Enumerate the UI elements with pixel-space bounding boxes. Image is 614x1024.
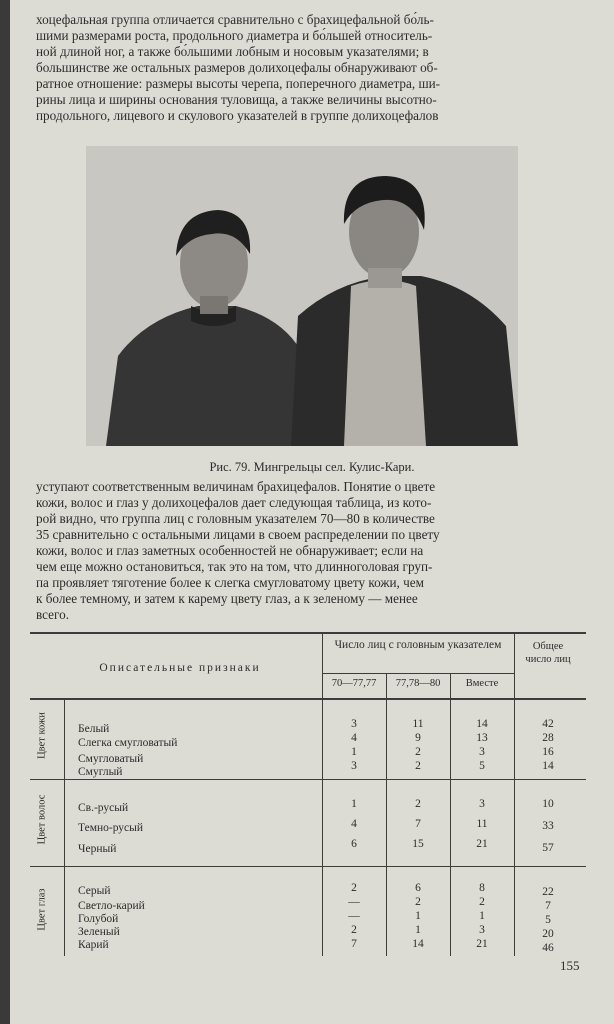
- cell-value: 22: [542, 886, 554, 898]
- row-label: Слегка смугловатый: [78, 737, 178, 749]
- text-line: чем еще можно остановиться, так это на том, что длинноголовая груп-: [36, 559, 433, 574]
- text-line: хоцефальная группа отличается сравнительно с брахицефальной бо́ль-: [36, 12, 434, 27]
- cell-value: 14: [476, 718, 488, 730]
- text-line: к более темному, и затем к карему цвету глаз, а к зеленому — менее: [36, 591, 418, 606]
- cell-value: 1: [479, 910, 485, 922]
- cell-value: 2: [415, 896, 421, 908]
- cell-value: 21: [476, 838, 488, 850]
- page-number: 155: [560, 958, 580, 973]
- photo-caption: Рис. 79. Мингрельцы сел. Кулис-Кари.: [209, 460, 415, 474]
- cell-value: 13: [476, 732, 488, 744]
- cell-value: 3: [351, 760, 357, 772]
- row-label: Смугловатый: [78, 753, 144, 765]
- cell-value: 7: [415, 818, 421, 830]
- cell-value: 1: [351, 798, 357, 810]
- group-label-eyes: Цвет глаз: [36, 888, 48, 931]
- row-label: Черный: [78, 843, 117, 855]
- text-line: кожи, волос и глаз заметных особенностей не обнаруживает; если на: [36, 543, 424, 558]
- cell-value: 5: [479, 760, 485, 772]
- cell-value: 28: [542, 732, 554, 744]
- cell-value: 2: [351, 882, 357, 894]
- cell-value: —: [348, 896, 360, 908]
- row-label: Белый: [78, 723, 110, 735]
- cell-value: 14: [412, 938, 424, 950]
- text-line: рой видно, что группа лиц с головным указателем 70—80 в количестве: [36, 511, 435, 526]
- cell-value: 6: [415, 882, 421, 894]
- cell-value: 6: [351, 838, 357, 850]
- group-divider: [30, 866, 586, 867]
- cell-value: 21: [476, 938, 488, 950]
- cell-value: 9: [415, 732, 421, 744]
- cell-value: 3: [479, 798, 485, 810]
- row-label: Св.-русый: [78, 802, 129, 814]
- cell-value: 5: [545, 914, 551, 926]
- cell-value: 7: [351, 938, 357, 950]
- row-label: Темно-русый: [78, 822, 144, 834]
- cell-value: 2: [415, 746, 421, 758]
- text-line: кожи, волос и глаз у долихоцефалов дает следующая таблица, из кото-: [36, 495, 432, 510]
- cell-value: —: [348, 910, 360, 922]
- header-sub-2: 77,78—80: [395, 678, 441, 689]
- cell-value: 20: [542, 928, 554, 940]
- text-line: ратное отношение: размеры высоты черепа, поперечного диаметра, ши-: [36, 76, 441, 91]
- paragraph-middle: [36, 479, 586, 623]
- book-page: [10, 0, 614, 1024]
- header-features: Описательные признаки: [99, 662, 261, 674]
- cell-value: 2: [351, 924, 357, 936]
- cell-value: 2: [415, 798, 421, 810]
- header-bottom-rule: [30, 698, 586, 700]
- cell-value: 1: [415, 910, 421, 922]
- vertical-rule: [64, 698, 65, 956]
- text-line: рины лица и ширины основания туловища, а также величины высотно-: [36, 92, 437, 107]
- vertical-rule: [386, 673, 387, 956]
- row-label: Смуглый: [78, 766, 123, 778]
- cell-value: 2: [479, 896, 485, 908]
- cell-value: 3: [479, 924, 485, 936]
- cell-value: 3: [479, 746, 485, 758]
- paragraph-top: [36, 12, 586, 124]
- text-line: большинстве же остальных размеров долихоцефалы обнаруживают об-: [36, 60, 438, 75]
- header-total: Общее число лиц: [525, 641, 571, 665]
- portrait-photo: [86, 146, 518, 446]
- cell-value: 3: [351, 718, 357, 730]
- cell-value: 1: [351, 746, 357, 758]
- text-line: ной длиной ног, а также бо́льшими лобным и носовым указателями; в: [36, 44, 429, 59]
- cell-value: 16: [542, 746, 554, 758]
- header-sub-3: Вместе: [465, 678, 499, 689]
- cell-value: 42: [542, 718, 554, 730]
- text-line: шими размерами роста, продольного диаметра и бо́льшей относитель-: [36, 28, 433, 43]
- text-line: 35 сравнительно с остальными лицами в своем распределении по цвету: [36, 527, 440, 542]
- cell-value: 33: [542, 820, 554, 832]
- cell-value: 14: [542, 760, 554, 772]
- row-label: Карий: [78, 939, 109, 951]
- vertical-rule: [514, 632, 515, 956]
- row-label: Зеленый: [78, 926, 120, 938]
- cell-value: 57: [542, 842, 554, 854]
- text-line: уступают соответственным величинам брахицефалов. Понятие о цвете: [36, 479, 436, 494]
- cell-value: 11: [476, 818, 488, 830]
- cell-value: 7: [545, 900, 551, 912]
- cell-value: 8: [479, 882, 485, 894]
- cell-value: 2: [415, 760, 421, 772]
- cell-value: 15: [412, 838, 424, 850]
- row-label: Серый: [78, 885, 111, 897]
- text-line: всего.: [36, 607, 69, 622]
- header-sub-rule: [322, 673, 514, 674]
- header-sub-1: 70—77,77: [331, 678, 377, 689]
- vertical-rule: [450, 673, 451, 956]
- cell-value: 10: [542, 798, 554, 810]
- cell-value: 4: [351, 818, 357, 830]
- cell-value: 11: [412, 718, 424, 730]
- photo-illustration: [86, 146, 518, 446]
- row-label: Голубой: [78, 913, 119, 925]
- text-line: па проявляет тяготение более к слегка смугловатому цвету кожи, чем: [36, 575, 424, 590]
- cell-value: 4: [351, 732, 357, 744]
- cell-value: 46: [542, 942, 554, 954]
- group-label-hair: Цвет волос: [36, 794, 48, 845]
- row-label: Светло-карий: [78, 900, 145, 912]
- text-line: продольного, лицевого и скулового указателей в группе долихоцефалов: [36, 108, 439, 123]
- cell-value: 1: [415, 924, 421, 936]
- table-top-rule: [30, 632, 586, 634]
- header-group: Число лиц с головным указателем: [334, 639, 502, 651]
- group-label-skin: Цвет кожи: [36, 712, 48, 759]
